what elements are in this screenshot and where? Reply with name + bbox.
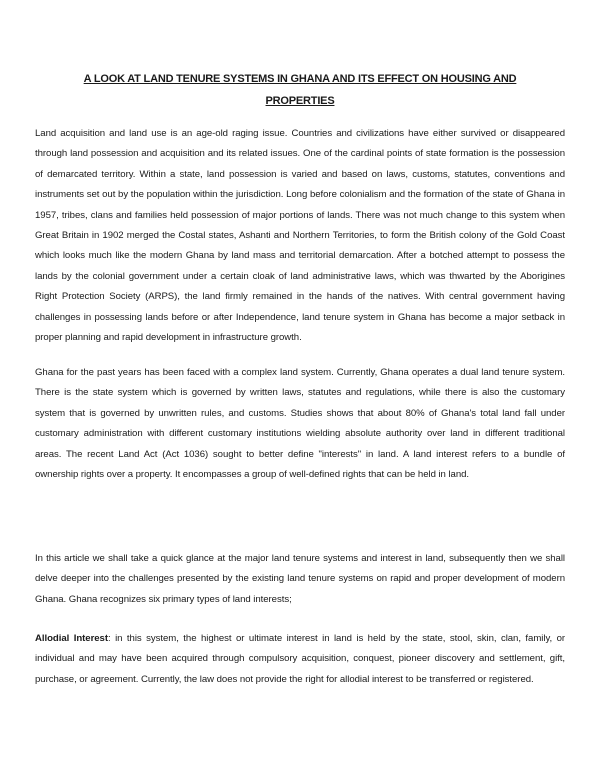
paragraph-complex-land-system: Ghana for the past years has been faced with a complex land system. Currently, Ghana operates a dual land tenure system. There is the state system which is governed by written laws, statutes and regulations, while there is also the customary system that is governed by unwritten rules, and customs. Studies shows that about 80% of Ghana's total land fall under customary administration with different customary institutions wielding absolute authority over land in different traditional areas. The recent Land Act (Act 1036) sought to better define "interests" in land. A land interest refers to a bundle of ownership rights over a property. It encompasses a group of well-defined rights that can be held in land. [35,367,565,481]
paragraph-allodial-interest [35,629,565,690]
document-title [40,68,560,112]
allodial-interest-heading: Allodial Interest [35,633,108,644]
title-line-2: PROPERTIES [265,95,335,107]
title-line-1: A LOOK AT LAND TENURE SYSTEMS IN GHANA AND ITS EFFECT ON HOUSING AND [83,73,517,85]
paragraph-article-overview: In this article we shall take a quick glance at the major land tenure systems and interest in land, subsequently then we shall delve deeper into the challenges presented by the existing land tenure systems on rapid and proper development of modern Ghana. Ghana recognizes six primary types of land interests; [35,553,565,605]
allodial-interest-text: : in this system, the highest or ultimate interest in land is held by the state, stool, skin, clan, family, or individual and may have been acquired through compulsory acquisition, conquest, pioneer discovery and settlement, gift, purchase, or agreement. Currently, the law does not provide the right for allodial interest to be transferred or registered. [35,633,565,685]
paragraph-land-acquisition: Land acquisition and land use is an age-old raging issue. Countries and civilizations have either survived or disappeared through land possession and acquisition and its related issues. One of the cardinal points of state formation is the possession of demarcated territory. Within a state, land possession is varied and based on laws, customs, statutes, conventions and instruments set out by the population within the jurisdiction. Long before colonialism and the formation of the state of Ghana in 1957, tribes, clans and families held possession of major portions of lands. There was not much change to this system when Great Britain in 1902 merged the Costal states, Ashanti and Northern Territories, to form the British colony of the Gold Coast which looks much like the modern Ghana by land mass and territorial demarcation. After a botched attempt to possess the lands by the colonial government under a certain cloak of land administrative laws, which was thwarted by the Aborigines Right Protection Society (ARPS), the land firmly remained in the hands of the natives. With central government having challenges in possessing lands before or after Independence, land tenure system in Ghana has become a major setback in proper planning and rapid development in infrastructure growth. [35,128,565,344]
